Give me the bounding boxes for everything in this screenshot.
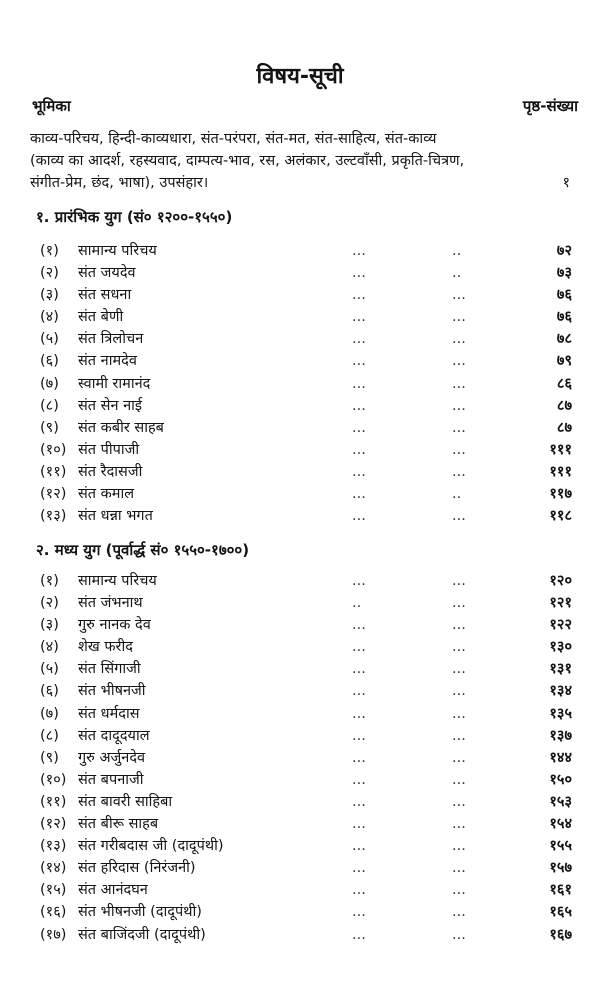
header-left-label: भूमिका (32, 97, 71, 115)
toc-entry[interactable] (0, 901, 600, 923)
entry-number: (६) (40, 353, 59, 370)
entry-title: संत सेन नाई (78, 397, 143, 414)
entry-number: (५) (40, 661, 59, 678)
leader-dots: ... (352, 486, 366, 503)
leader-dots: ... (352, 882, 366, 899)
entry-title: संत धन्ना भगत (78, 508, 153, 525)
entry-title: संत नामदेव (78, 353, 137, 370)
leader-dots: ... (452, 727, 466, 744)
entry-number: (८) (40, 397, 59, 414)
leader-dots: ... (452, 595, 466, 612)
entry-number: (११) (40, 463, 67, 480)
leader-dots: ... (352, 860, 366, 877)
leader-dots: ... (452, 331, 466, 348)
entry-title: संत बीरू साहब (78, 816, 159, 833)
toc-entry[interactable] (0, 328, 600, 350)
entry-title: गुरु अर्जुनदेव (78, 749, 146, 766)
entry-number: (३) (40, 617, 59, 634)
leader-dots: ... (452, 463, 466, 480)
leader-dots: ... (352, 639, 366, 656)
leader-dots: ... (452, 287, 466, 304)
leader-dots: ... (352, 243, 366, 259)
entry-title: संत गरीबदास जी (दादूपंथी) (78, 838, 224, 855)
entry-number: (७) (40, 375, 59, 392)
entry-page-number: १४४ (549, 749, 572, 766)
intro-line: (काव्य का आदर्श, रहस्यवाद, दाम्पत्य-भाव, रस, अलंकार, उल्टवाँसी, प्रकृति-चित्रण, (30, 153, 465, 169)
entry-page-number: ८७ (556, 397, 572, 414)
leader-dots: ... (452, 816, 466, 833)
entry-page-number: १६७ (549, 926, 572, 943)
leader-dots: ... (352, 926, 366, 943)
leader-dots: ... (352, 375, 366, 392)
leader-dots: ... (352, 705, 366, 722)
leader-dots: ... (352, 508, 366, 525)
entry-title: संत भीषनजी (दादूपंथी) (78, 904, 202, 921)
leader-dots: ... (352, 904, 366, 921)
toc-entry[interactable] (0, 835, 600, 857)
entry-title: संत कमाल (78, 486, 135, 503)
toc-entry[interactable] (0, 306, 600, 328)
entry-page-number: ११७ (549, 486, 572, 503)
toc-entry[interactable] (0, 924, 600, 946)
entry-title: संत सिंगाजी (78, 661, 141, 678)
entry-number: (१४) (40, 860, 67, 877)
entry-number: (१६) (40, 904, 67, 921)
entry-number: (४) (40, 309, 59, 326)
toc-entry[interactable] (0, 879, 600, 901)
entry-title: संत त्रिलोचन (78, 331, 144, 348)
toc-entry[interactable] (0, 461, 600, 483)
entry-title: संत धर्मदास (78, 705, 140, 722)
leader-dots: ... (452, 639, 466, 656)
leader-dots: ... (452, 353, 466, 370)
leader-dots: ... (352, 771, 366, 788)
leader-dots: ... (452, 860, 466, 877)
entry-number: (७) (40, 705, 59, 722)
entry-page-number: १५३ (549, 793, 572, 810)
entry-title: संत दादूदयाल (78, 727, 150, 744)
entry-page-number: १२१ (549, 595, 572, 612)
entry-page-number: ७६ (556, 287, 572, 304)
leader-dots: .. (452, 486, 462, 503)
leader-dots: ... (452, 441, 466, 458)
entry-page-number: १३१ (549, 661, 572, 678)
column-header (32, 96, 578, 116)
entry-title: संत सधना (78, 287, 132, 304)
entry-page-number: १६५ (549, 904, 572, 921)
leader-dots: ... (452, 926, 466, 943)
toc-entry[interactable] (0, 614, 600, 636)
toc-entry[interactable] (0, 857, 600, 879)
leader-dots: ... (352, 265, 366, 282)
entry-page-number: ११८ (549, 508, 572, 525)
toc-entry[interactable] (0, 284, 600, 306)
entry-number: (१३) (40, 838, 67, 855)
entry-number: (१) (40, 573, 59, 589)
leader-dots: ... (352, 331, 366, 348)
intro-line-text: संगीत-प्रेम, छंद, भाषा), उपसंहार। (30, 175, 209, 191)
leader-dots: ... (452, 882, 466, 899)
entry-page-number: ७८ (556, 331, 572, 348)
entry-number: (५) (40, 331, 59, 348)
toc-entry[interactable] (0, 505, 600, 527)
introduction-entry[interactable] (30, 128, 580, 194)
entry-title: सामान्य परिचय (78, 573, 157, 589)
entry-number: (६) (40, 683, 59, 700)
entry-page-number: १११ (549, 463, 572, 480)
toc-entry[interactable] (0, 636, 600, 658)
section-heading-2: २. मध्य युग (पूर्वार्द्ध सं० १५५०-१७००) (36, 541, 250, 559)
leader-dots: ... (352, 397, 366, 414)
entry-page-number: १३० (549, 639, 572, 656)
leader-dots: ... (452, 683, 466, 700)
toc-entry[interactable] (0, 680, 600, 702)
toc-entry[interactable] (0, 725, 600, 747)
leader-dots: ... (352, 793, 366, 810)
entry-number: (८) (40, 727, 59, 744)
leader-dots: ... (352, 309, 366, 326)
entry-number: (४) (40, 639, 59, 656)
leader-dots: ... (452, 661, 466, 678)
entry-title: संत बेणी (78, 309, 124, 326)
entry-number: (२) (40, 265, 59, 282)
toc-entry[interactable] (0, 483, 600, 505)
entry-number: (१०) (40, 441, 67, 458)
leader-dots: ... (352, 816, 366, 833)
toc-entry[interactable] (0, 373, 600, 395)
toc-entry[interactable] (0, 658, 600, 680)
entry-page-number: १२२ (549, 617, 572, 634)
entry-number: (९) (40, 419, 59, 436)
intro-page-number: १ (562, 175, 570, 191)
entry-title: संत बाजिंदजी (दादूपंथी) (78, 926, 206, 943)
leader-dots: ... (352, 441, 366, 458)
leader-dots: ... (352, 353, 366, 370)
entry-page-number: १३७ (549, 727, 572, 744)
leader-dots: ... (452, 904, 466, 921)
entry-page-number: ८७ (556, 419, 572, 436)
intro-line: काव्य-परिचय, हिन्दी-काव्यधारा, संत-परंपरा, संत-मत, संत-साहित्य, संत-काव्य (30, 131, 437, 147)
leader-dots: ... (452, 508, 466, 525)
section-2-list (0, 570, 600, 946)
entry-number: (१) (40, 243, 59, 259)
entry-title: संत कबीर साहब (78, 419, 164, 436)
entry-page-number: ८६ (556, 375, 572, 392)
entry-number: (१२) (40, 816, 67, 833)
entry-number: (१०) (40, 771, 67, 788)
entry-page-number: १५५ (549, 838, 572, 855)
toc-entry[interactable] (0, 747, 600, 769)
entry-title: संत बावरी साहिबा (78, 793, 173, 810)
entry-title: संत भीषनजी (78, 683, 146, 700)
toc-entry[interactable] (0, 439, 600, 461)
toc-entry[interactable] (0, 350, 600, 372)
toc-entry[interactable] (0, 240, 600, 262)
header-right-label: पृष्ठ-संख्या (522, 97, 578, 115)
entry-page-number: १५० (549, 771, 572, 788)
entry-page-number: १५४ (549, 816, 572, 833)
entry-title: संत रैदासजी (78, 463, 143, 480)
leader-dots: ... (452, 705, 466, 722)
leader-dots: ... (452, 419, 466, 436)
toc-entry[interactable] (0, 262, 600, 284)
entry-page-number: १३४ (549, 683, 572, 700)
entry-number: (१५) (40, 882, 67, 899)
leader-dots: .. (452, 265, 462, 282)
toc-entry[interactable] (0, 417, 600, 439)
toc-entry[interactable] (0, 769, 600, 791)
entry-page-number: १३५ (549, 705, 572, 722)
page-title: विषय-सूची (256, 64, 344, 89)
leader-dots: ... (352, 287, 366, 304)
section-1-list (0, 240, 600, 527)
entry-title: संत पीपाजी (78, 441, 140, 458)
entry-number: (१२) (40, 486, 67, 503)
entry-title: सामान्य परिचय (78, 243, 157, 259)
leader-dots: ... (352, 419, 366, 436)
leader-dots: ... (452, 309, 466, 326)
toc-entry[interactable] (0, 813, 600, 835)
entry-page-number: ७२ (556, 243, 572, 259)
entry-title: शेख फरीद (78, 639, 133, 656)
toc-entry[interactable] (0, 395, 600, 417)
leader-dots: ... (452, 617, 466, 634)
leader-dots: ... (352, 727, 366, 744)
entry-title: गुरु नानक देव (78, 617, 151, 634)
entry-number: (१७) (40, 926, 67, 943)
intro-line (30, 172, 580, 194)
entry-page-number: १५७ (549, 860, 572, 877)
leader-dots: ... (352, 617, 366, 634)
leader-dots: ... (352, 463, 366, 480)
leader-dots: ... (352, 838, 366, 855)
entry-title: स्वामी रामानंद (78, 375, 151, 392)
toc-entry[interactable] (0, 703, 600, 725)
entry-page-number: १२० (549, 573, 572, 589)
entry-number: (३) (40, 287, 59, 304)
entry-number: (२) (40, 595, 59, 612)
leader-dots: ... (452, 749, 466, 766)
entry-title: संत बपनाजी (78, 771, 144, 788)
entry-page-number: ७६ (556, 309, 572, 326)
entry-page-number: ७९ (556, 353, 572, 370)
entry-page-number: ७३ (556, 265, 572, 282)
leader-dots: ... (452, 838, 466, 855)
leader-dots: ... (352, 573, 366, 589)
leader-dots: ... (352, 749, 366, 766)
entry-title: संत आनंदघन (78, 882, 148, 899)
leader-dots: ... (352, 683, 366, 700)
entry-number: (११) (40, 793, 67, 810)
leader-dots: .. (352, 595, 362, 612)
leader-dots: ... (452, 573, 466, 589)
entry-number: (९) (40, 749, 59, 766)
toc-entry[interactable] (0, 791, 600, 813)
toc-entry[interactable] (0, 592, 600, 614)
entry-title: संत जंभनाथ (78, 595, 143, 612)
entry-number: (१३) (40, 508, 67, 525)
leader-dots: ... (452, 793, 466, 810)
leader-dots: ... (452, 375, 466, 392)
toc-entry[interactable] (0, 570, 600, 592)
leader-dots: ... (352, 661, 366, 678)
entry-title: संत जयदेव (78, 265, 136, 282)
leader-dots: .. (452, 243, 462, 259)
entry-title: संत हरिदास (निरंजनी) (78, 860, 196, 877)
entry-page-number: १११ (549, 441, 572, 458)
leader-dots: ... (452, 771, 466, 788)
leader-dots: ... (452, 397, 466, 414)
entry-page-number: १६१ (549, 882, 572, 899)
section-heading-1: १. प्रारंभिक युग (सं० १२००-१५५०) (36, 208, 233, 226)
